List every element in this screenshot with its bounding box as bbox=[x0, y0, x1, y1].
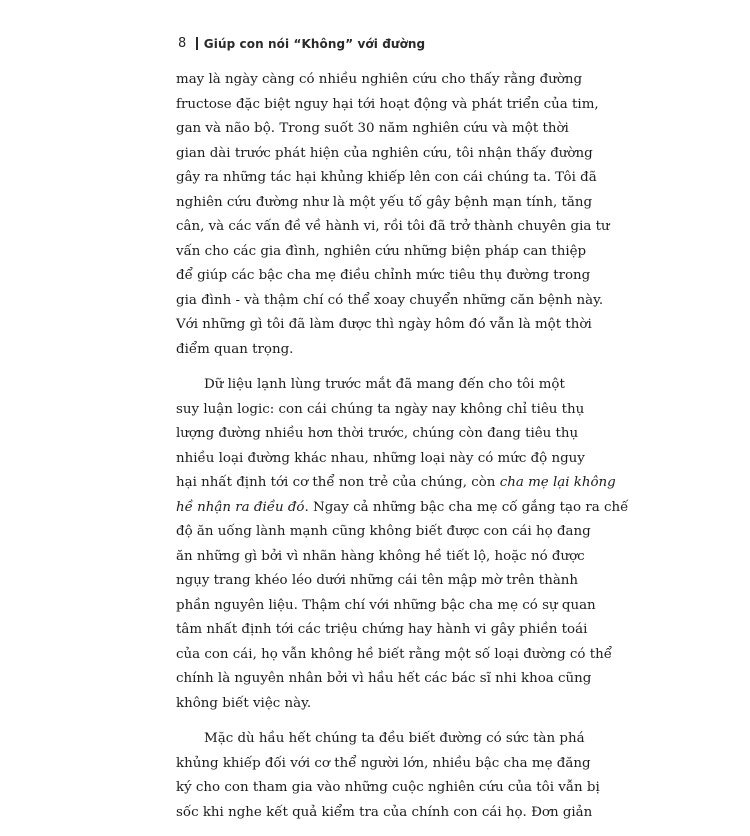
line-text: nhiều loại đường khác nhau, những loại này có mức độ nguy bbox=[176, 450, 585, 466]
body-text bbox=[176, 68, 629, 836]
text-line bbox=[176, 727, 585, 752]
line-text: Với những gì tôi đã làm được thì ngày hôm đó vẫn là một thời bbox=[176, 317, 592, 332]
text-line bbox=[176, 520, 591, 545]
line-text: cân, và các vấn đề về hành vi, rồi tôi đã trở thành chuyên gia tư bbox=[176, 219, 610, 234]
line-text: Dữ liệu lạnh lùng trước mắt đã mang đến cho tôi một bbox=[204, 377, 565, 392]
text-line bbox=[176, 142, 593, 167]
text-line bbox=[176, 289, 604, 314]
page-number: 8 bbox=[178, 36, 187, 51]
text-line bbox=[176, 752, 591, 777]
line-text: Mặc dù hầu hết chúng ta đều biết đường có sức tàn phá bbox=[204, 731, 585, 746]
line-text: gia đình - và thậm chí có thể xoay chuyển những căn bệnh này. bbox=[176, 292, 604, 308]
text-line bbox=[176, 166, 597, 191]
line-text: tâm nhất định tới các triệu chứng hay hành vi gây phiền toái bbox=[176, 622, 588, 637]
line-text: ngụy trang khéo léo dưới những cái tên mập mờ trên thành bbox=[176, 573, 579, 588]
line-text: lượng đường nhiều hơn thời trước, chúng còn đang tiêu thụ bbox=[176, 426, 579, 441]
line-text: để giúp các bậc cha mẹ điều chỉnh mức tiêu thụ đường trong bbox=[176, 268, 591, 283]
text-line bbox=[176, 569, 579, 594]
line-text: điểm quan trọng. bbox=[176, 341, 294, 357]
paragraph bbox=[176, 727, 600, 825]
text-line bbox=[176, 643, 612, 668]
text-line bbox=[176, 398, 585, 423]
text-line bbox=[176, 801, 593, 826]
line-text: suy luận logic: con cái chúng ta ngày nay không chỉ tiêu thụ bbox=[176, 401, 585, 417]
paragraph bbox=[176, 373, 629, 716]
line-text: hại nhất định tới cơ thể non trẻ của chúng, còn bbox=[176, 475, 500, 490]
line-text: gian dài trước phát hiện của nghiên cứu, tôi nhận thấy đường bbox=[176, 145, 593, 161]
line-text: khủng khiếp đối với cơ thể người lớn, nhiều bậc cha mẹ đăng bbox=[176, 755, 591, 771]
text-line bbox=[176, 422, 579, 447]
header-divider bbox=[196, 37, 198, 50]
emphasis-text: cha mẹ lại không bbox=[499, 475, 616, 490]
text-line bbox=[176, 618, 588, 643]
text-line bbox=[176, 68, 583, 93]
text-line bbox=[176, 117, 572, 142]
emphasis-text: hề nhận ra điều đó bbox=[176, 499, 305, 515]
text-line bbox=[176, 447, 585, 472]
line-text: nghiên cứu đường như là một yếu tố gây bệnh mạn tính, tăng bbox=[176, 194, 593, 210]
book-title: Giúp con nói “Không” với đường bbox=[203, 36, 426, 51]
paragraph bbox=[176, 68, 610, 362]
line-text: độ ăn uống lành mạnh cũng không biết được con cái họ đang bbox=[176, 524, 591, 539]
line-text: fructose đặc biệt nguy hại tới hoạt động và phát triển của tim, bbox=[176, 96, 599, 112]
text-line bbox=[176, 776, 600, 801]
text-line bbox=[176, 496, 629, 521]
line-text: của con cái, họ vẫn không hề biết rằng một số loại đường có thể bbox=[176, 646, 612, 662]
text-line bbox=[176, 667, 592, 692]
text-line bbox=[176, 93, 599, 118]
line-text: . Ngay cả những bậc cha mẹ cố gắng tạo ra chế bbox=[304, 499, 629, 515]
text-line bbox=[176, 471, 616, 496]
text-line bbox=[176, 594, 596, 619]
text-line bbox=[176, 191, 593, 216]
line-text: phần nguyên liệu. Thậm chí với những bậc cha mẹ có sự quan bbox=[176, 597, 596, 613]
text-line bbox=[176, 373, 572, 398]
text-line bbox=[176, 545, 585, 570]
line-text: vấn cho các gia đình, nghiên cứu những biện pháp can thiệp bbox=[176, 243, 587, 259]
line-text: may là ngày càng có nhiều nghiên cứu cho thấy rằng đường bbox=[176, 72, 583, 87]
line-text: không biết việc này. bbox=[176, 695, 312, 711]
line-text: chính là nguyên nhân bởi vì hầu hết các bác sĩ nhi khoa cũng bbox=[176, 671, 592, 686]
running-head bbox=[178, 36, 425, 51]
line-text: ký cho con tham gia vào những cuộc nghiên cứu của tôi vẫn bị bbox=[176, 780, 600, 795]
line-text: sốc khi nghe kết quả kiểm tra của chính con cái họ. Đơn giản bbox=[176, 804, 593, 820]
text-line bbox=[176, 338, 572, 363]
line-text: gây ra những tác hại khủng khiếp lên con cái chúng ta. Tôi đã bbox=[176, 170, 597, 185]
text-line bbox=[176, 240, 587, 265]
text-line bbox=[176, 215, 610, 240]
line-text: gan và não bộ. Trong suốt 30 năm nghiên cứu và một thời bbox=[176, 121, 569, 136]
text-line bbox=[176, 264, 591, 289]
text-line bbox=[176, 692, 572, 717]
text-line bbox=[176, 313, 592, 338]
line-text: ăn những gì bởi vì nhãn hàng không hề tiết lộ, hoặc nó được bbox=[176, 548, 585, 564]
